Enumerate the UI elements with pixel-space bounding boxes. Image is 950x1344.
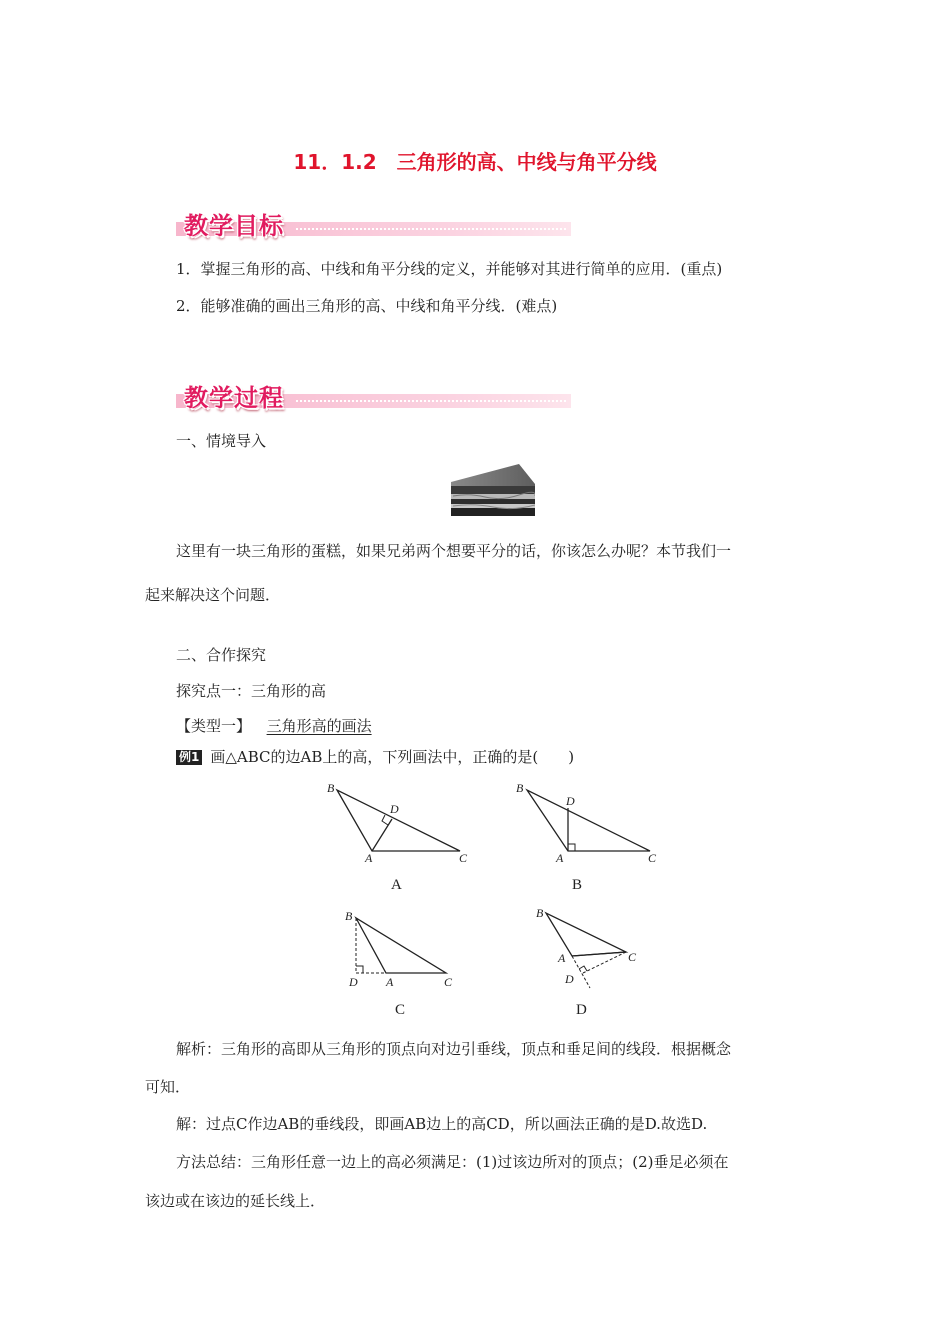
vertex-label: B — [516, 781, 524, 795]
cake-image — [449, 462, 535, 518]
summary-line2: 该边或在该边的延长线上． — [145, 1192, 326, 1210]
vertex-label: C — [648, 851, 657, 865]
figure-caption-d: D — [576, 1002, 587, 1018]
banner-dots — [296, 400, 566, 404]
intro-paragraph-line1: 这里有一块三角形的蛋糕，如果兄弟两个想要平分的话，你该怎么办呢？本节我们一 — [176, 542, 732, 560]
vertex-label: C — [459, 851, 468, 865]
intro-paragraph-line2: 起来解决这个问题． — [145, 586, 281, 604]
figure-a — [322, 780, 472, 865]
vertex-label: D — [390, 802, 399, 816]
explore-point-heading: 探究点一：三角形的高 — [176, 682, 327, 700]
type-tag: 【类型一】 — [176, 717, 252, 735]
part2-heading: 二、合作探究 — [176, 646, 267, 664]
type-line — [176, 716, 372, 736]
vertex-label: A — [386, 975, 394, 989]
figure-caption-b: B — [572, 877, 583, 893]
section-banner-goals — [176, 206, 571, 242]
figure-c — [336, 906, 466, 996]
analysis-line1: 解析：三角形的高即从三角形的顶点向对边引垂线，顶点和垂足间的线段．根据概念 — [176, 1040, 732, 1058]
banner-label: 教学目标 — [184, 212, 284, 240]
vertex-label: B — [345, 909, 353, 923]
vertex-label: B — [327, 781, 335, 795]
vertex-label: A — [558, 951, 566, 965]
analysis-line2: 可知． — [145, 1078, 191, 1096]
summary-line1: 方法总结：三角形任意一边上的高必须满足：(1)过该边所对的顶点；(2)垂足必须在 — [176, 1153, 729, 1171]
page-title: 11．1.2 三角形的高、中线与角平分线 — [293, 150, 657, 174]
example-question: 画△ABC的边AB上的高，下列画法中，正确的是( ) — [210, 748, 575, 766]
figure-caption-a: A — [391, 877, 402, 893]
part1-heading: 一、情境导入 — [176, 432, 267, 450]
goal-item-2: 2．能够准确的画出三角形的高、中线和角平分线．(难点) — [176, 297, 558, 315]
type-name: 三角形高的画法 — [266, 717, 372, 735]
goal-item-1: 1．掌握三角形的高、中线和角平分线的定义，并能够对其进行简单的应用．(重点) — [176, 260, 723, 278]
figure-caption-c: C — [395, 1002, 406, 1018]
section-banner-process — [176, 378, 571, 414]
vertex-label: B — [536, 906, 544, 920]
figure-d — [528, 900, 648, 995]
example-badge: 例1 — [176, 750, 202, 765]
vertex-label: C — [628, 950, 637, 964]
vertex-label: C — [444, 975, 453, 989]
solution-line: 解：过点C作边AB的垂线段，即画AB边上的高CD，所以画法正确的是D.故选D. — [176, 1115, 708, 1133]
banner-label: 教学过程 — [184, 384, 284, 412]
vertex-label: D — [566, 794, 575, 808]
vertex-label: D — [349, 975, 358, 989]
figure-b — [512, 780, 662, 865]
banner-dots — [296, 228, 566, 232]
vertex-label: A — [365, 851, 373, 865]
example-question-line — [176, 747, 574, 767]
vertex-label: A — [556, 851, 564, 865]
vertex-label: D — [565, 972, 574, 986]
